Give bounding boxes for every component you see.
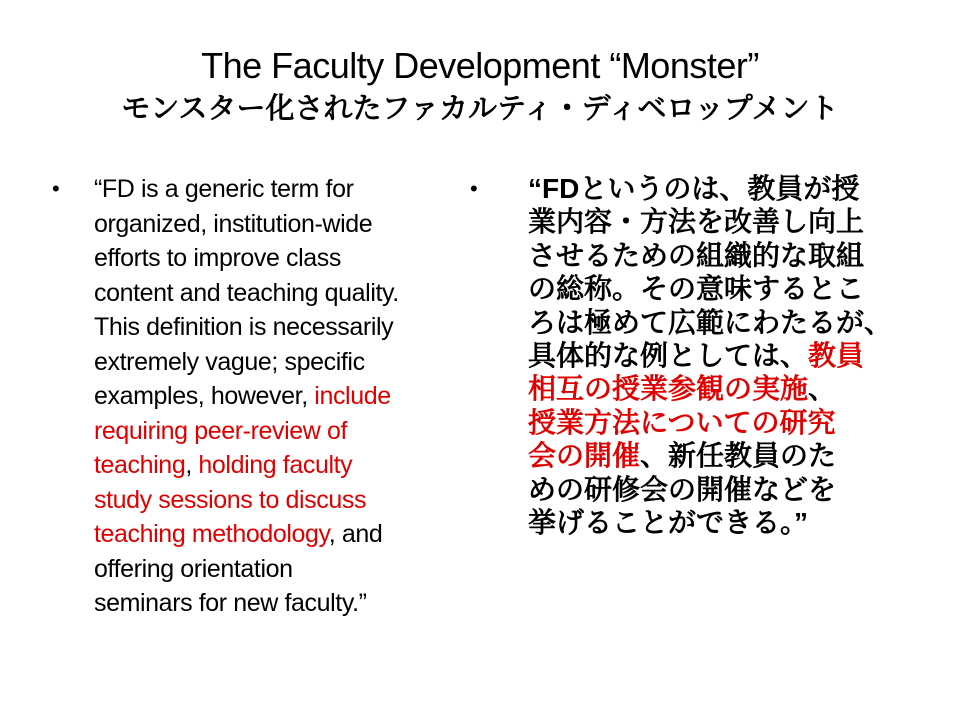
japanese-quote bbox=[528, 172, 892, 539]
quote-text: content and teaching quality. bbox=[94, 278, 399, 307]
quote-line bbox=[94, 310, 399, 345]
quote-text: めの研修会の開催などを bbox=[528, 473, 837, 505]
bullet-marker: • bbox=[52, 176, 60, 201]
quote-text: ろは極めて広範にわたるが、 bbox=[528, 306, 893, 338]
quote-line bbox=[94, 241, 399, 276]
highlighted-text: 相互の授業参観の実施 bbox=[528, 373, 809, 405]
quote-text: seminars for new faculty.” bbox=[94, 589, 367, 617]
quote-text: “FDというのは、教員が授 bbox=[528, 173, 860, 204]
quote-line bbox=[94, 552, 399, 587]
quote-text: “FD is a generic term for bbox=[94, 175, 354, 203]
quote-text: organized, institution-wide bbox=[94, 209, 373, 238]
quote-text: efforts to improve class bbox=[94, 244, 341, 272]
quote-line bbox=[94, 345, 399, 380]
quote-text: 、新任教員のた bbox=[640, 440, 837, 472]
highlighted-text: study sessions to discuss bbox=[94, 485, 367, 514]
highlighted-text: 授業方法についての研究 bbox=[528, 406, 836, 438]
quote-line bbox=[528, 205, 892, 238]
quote-line bbox=[94, 276, 399, 311]
quote-text: This definition is necessarily bbox=[94, 313, 394, 341]
quote-line bbox=[528, 372, 892, 405]
left-column bbox=[52, 172, 478, 621]
quote-line bbox=[528, 406, 892, 439]
quote-line bbox=[528, 306, 892, 339]
quote-text: 具体的な例としては、 bbox=[528, 340, 809, 372]
title-english: The Faculty Development “Monster” bbox=[201, 45, 759, 86]
quote-line bbox=[528, 272, 892, 305]
quote-text: 挙げることができる。” bbox=[528, 507, 809, 539]
quote-text: 、 bbox=[808, 373, 837, 405]
highlighted-text: 会の開催 bbox=[528, 440, 641, 472]
quote-line bbox=[94, 172, 399, 207]
highlighted-text: 教員 bbox=[808, 340, 865, 372]
bullet-marker: • bbox=[470, 176, 478, 201]
quote-line bbox=[528, 473, 892, 506]
quote-line bbox=[528, 506, 892, 539]
quote-line bbox=[528, 439, 892, 472]
english-quote bbox=[94, 172, 399, 621]
quote-text: offering orientation bbox=[94, 554, 293, 583]
quote-line bbox=[528, 239, 892, 272]
highlighted-text: include bbox=[314, 382, 391, 410]
quote-line bbox=[94, 517, 399, 552]
quote-line bbox=[94, 207, 399, 242]
title-japanese: モンスター化されたファカルティ・ディベロップメント bbox=[121, 93, 839, 125]
japanese-bullet bbox=[470, 172, 910, 539]
slide-title bbox=[0, 44, 960, 128]
quote-text: させるための組織的な取組 bbox=[528, 239, 865, 271]
quote-text: examples, however, bbox=[94, 382, 315, 410]
quote-line bbox=[94, 379, 399, 414]
quote-text: の総称。その意味するとこ bbox=[528, 273, 865, 305]
quote-text: 業内容・方法を改善し向上 bbox=[528, 206, 865, 238]
quote-line bbox=[94, 448, 399, 483]
quote-line bbox=[528, 339, 892, 372]
highlighted-text: teaching bbox=[94, 451, 186, 479]
quote-line bbox=[94, 414, 399, 449]
quote-text: extremely vague; specific bbox=[94, 347, 365, 376]
quote-line bbox=[528, 172, 892, 205]
right-column bbox=[470, 172, 910, 539]
highlighted-text: teaching methodology bbox=[94, 520, 329, 548]
quote-text: , bbox=[185, 451, 199, 479]
quote-line bbox=[94, 483, 399, 518]
quote-text: , and bbox=[328, 520, 383, 548]
english-bullet bbox=[52, 172, 478, 621]
highlighted-text: holding faculty bbox=[198, 451, 353, 479]
quote-line bbox=[94, 586, 399, 621]
highlighted-text: requiring peer-review of bbox=[94, 416, 348, 445]
